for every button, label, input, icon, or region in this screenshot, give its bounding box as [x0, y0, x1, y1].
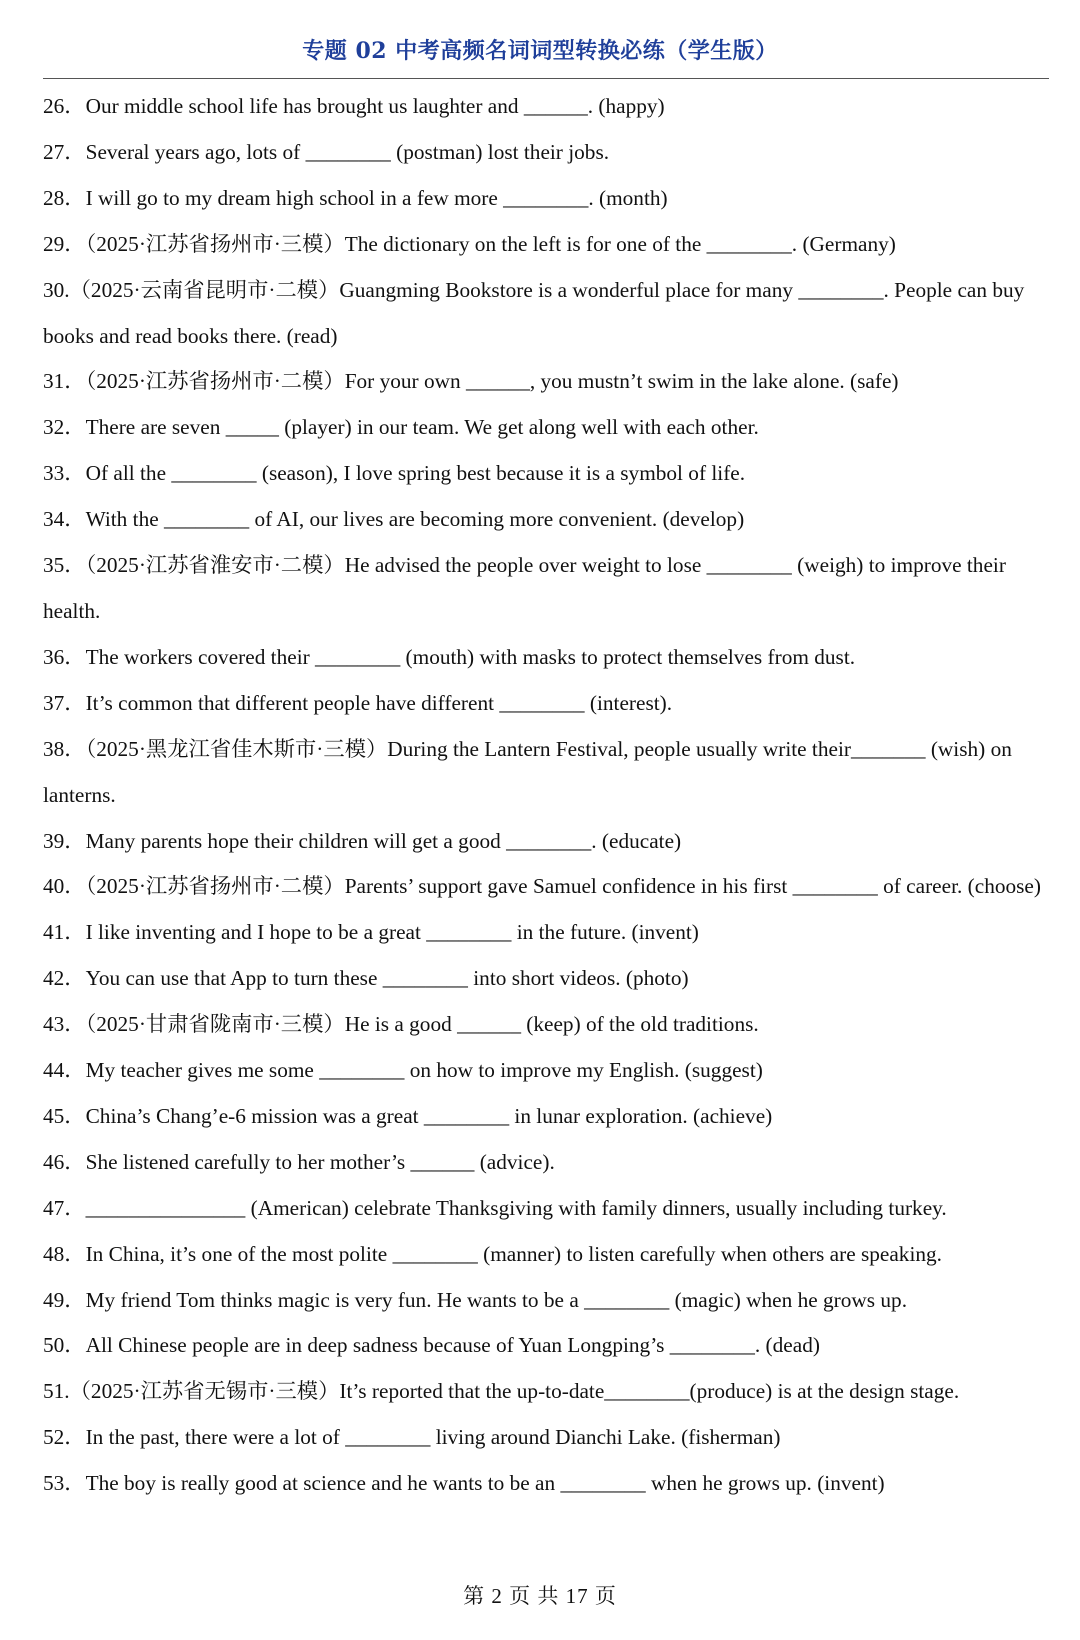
question-40: 40．（2025·江苏省扬州市·二模）Parents’ support gave Samuel confidence in his first ________ of career. (choose)	[43, 874, 1041, 899]
question-31: 31．（2025·江苏省扬州市·二模）For your own ______, you mustn’t swim in the lake alone. (safe)	[43, 369, 899, 394]
page-header-title: 专题 02 中考高频名词词型转换必练（学生版）	[302, 38, 778, 64]
question-42: 42．You can use that App to turn these ________ into short videos. (photo)	[43, 966, 689, 991]
question-33: 33．Of all the ________ (season), I love spring best because it is a symbol of life.	[43, 461, 746, 486]
question-28: 28．I will go to my dream high school in a few more ________. (month)	[43, 185, 668, 210]
question-34: 34．With the ________ of AI, our lives are becoming more convenient. (develop)	[43, 507, 745, 532]
question-47: 47．_______________ (American) celebrate Thanksgiving with family dinners, usually including turkey.	[43, 1195, 947, 1220]
question-32: 32．There are seven _____ (player) in our team. We get along well with each other.	[43, 415, 759, 440]
question-52: 52．In the past, there were a lot of ________ living around Dianchi Lake. (fisherman)	[43, 1425, 781, 1450]
question-43: 43．（2025·甘肃省陇南市·三模）He is a good ______ (keep) of the old traditions.	[43, 1012, 759, 1037]
question-list	[43, 84, 1053, 1507]
question-53: 53．The boy is really good at science and he wants to be an ________ when he grows up. (invent)	[43, 1471, 885, 1496]
question-29: 29．（2025·江苏省扬州市·三模）The dictionary on the left is for one of the ________. (Germany)	[43, 231, 896, 256]
question-37: 37．It’s common that different people have different ________ (interest).	[43, 690, 673, 715]
question-48: 48．In China, it’s one of the most polite ________ (manner) to listen carefully when others are speaking.	[43, 1241, 942, 1266]
question-35: 35．（2025·江苏省淮安市·二模）He advised the people over weight to lose ________ (weigh) to improve their health.	[43, 553, 1006, 623]
question-49: 49．My friend Tom thinks magic is very fun. He wants to be a ________ (magic) when he grows up.	[43, 1287, 908, 1312]
question-45: 45．China’s Chang’e-6 mission was a great ________ in lunar exploration. (achieve)	[43, 1103, 773, 1128]
question-27: 27．Several years ago, lots of ________ (postman) lost their jobs.	[43, 139, 610, 164]
question-26: 26．Our middle school life has brought us laughter and ______. (happy)	[43, 94, 665, 118]
question-36: 36．The workers covered their ________ (mouth) with masks to protect themselves from dust.	[43, 644, 856, 669]
question-46: 46．She listened carefully to her mother’s ______ (advice).	[43, 1149, 555, 1174]
question-44: 44．My teacher gives me some ________ on how to improve my English. (suggest)	[43, 1058, 763, 1083]
question-30: 30.（2025·云南省昆明市·二模）Guangming Bookstore is a wonderful place for many ________. People can buy books and read books there. (read)	[43, 277, 1025, 348]
header-divider	[43, 78, 1049, 79]
question-38: 38．（2025·黑龙江省佳木斯市·三模）During the Lantern Festival, people usually write their_______ (wish) on lanterns.	[43, 736, 1012, 807]
question-51: 51.（2025·江苏省无锡市·三模）It’s reported that the up-to-date________(produce) is at the design stage.	[43, 1379, 960, 1404]
question-41: 41．I like inventing and I hope to be a great ________ in the future. (invent)	[43, 920, 699, 945]
question-50: 50．All Chinese people are in deep sadness because of Yuan Longping’s ________. (dead)	[43, 1333, 820, 1358]
page-footer-number: 第 2 页 共 17 页	[463, 1584, 617, 1608]
question-39: 39．Many parents hope their children will get a good ________. (educate)	[43, 828, 682, 853]
